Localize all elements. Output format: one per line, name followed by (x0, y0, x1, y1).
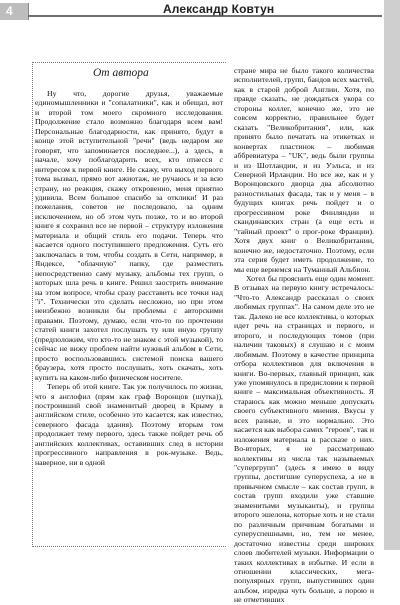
paragraph: Хотел бы прояснить еще один момент. В отзывах на первую книгу встречалось: "Что-то Александр рассказал о своих любимых группах". На самом деле это не так. Далеко не все коллективы, о которых идет речь на страницах и первого, и второго, и последующих томов (при наличии таковых) я слушаю и с моим любимым. Поэтому в качестве принципа отбора коллективов для включения в книги. Во-первых, главный принцип, как уже упомянулось в предисловии к первой книге – максимальная объективность. Я стараюсь как можно меньше допускать своего субъективного мнения. Вкусы у всех разные, и это нормально. Это касается как выбора самих "героев", так и изложения материала в рассказе о них. Во-вторых, я не рассматриваю коллективы из числа так называемых "супергрупп" (здесь я имею в виду группы, достигшие суперуспеха, а не в привычном смысле – как состав групп, в состав групп входили уже ставшие знаменитыми музыканты), и группы второго эшелона, которые хоть и не стали по различным причинам богатыми и суперуспешными, но, тем не менее, достаточно известны среди широких слоев любителей музыки. Информации о таких коллективах в избытке. И если в отношении классических, мега-популярных групп, выпустивших один альбом, изредка чуть больше, а порою и не отметивших (234, 273, 374, 605)
right-column (234, 66, 374, 605)
paragraph: Ну что, дорогие друзья, уважаемые единомышленники и "сопалатники", как и обещал, вот и второй том моего скромного исследования. Продолжение стало возможно благодаря всем вам! Персональные благодарности, как принято, будут в конце этой вступительной "речи" (ведь недаром же говорят, что запоминается последнее...), а здесь, в начале, хочу поблагодарить всех, кто отнесся с интересом к первой книге. Не скажу, что выход первого тома вызвал, прямо вот ажиотаж, не ручаюсь и за всю страну, но реакция, скажу откровенно, меня приятно удивила. Всем большое спасибо за отклики! И раз пожелания, советов не последовало, за одним исключением, но об этом чуть позже, то и во второй книге я сохранил все не первой – структуру изложения материала и общий стиль его подачи. Теперь что касается одного поступившего предложения. Суть его заключалась в том, чтобы создать в Сети, например, в Яндексе, "облачную" папку, где разместить непосредственно саму музыку, альбомы тех групп, о которых шла речь в книге. Решил заострить внимание на этом вопросе, чтобы сразу расставить все точки над "i". Технически это сделать несложно, но при этом неизбежно возникли бы проблемы с авторскими правами. Поэтому, думаю, если что-то по прочтении статей книги захотел послушать ту или иную группу (предположим, что кто-то не знаком с этой музыкой), то сейчас не вижу проблем найти нужный альбом в Сети, просто воспользовавшись системой поиска вашего браузера, хотя просто послушать, хоть скачать, хоть купить на каком-либо физическом носителе. (35, 89, 223, 382)
page-header (0, 0, 400, 22)
section-title: От автора (93, 67, 149, 79)
page-edge-bar (384, 0, 400, 550)
paragraph: стране мира не было такого количества исполнителей, групп, бандов всех мастей, как в старой доброй Англии. Хотя, по правде сказать, не дождаться укора со стороны коллег, конечно же, это не совсем корректно, правильнее будет сказать "Великобритания", или, как принято было печатать на этикетках и конвертах пластинок – любимая аббревиатура – "UK", ведь были группы и из Шотландии, и из Уэльса, и из Северной Ирландии. Но все же, как и у Воронцовского дворца два абсолютно разностильных фасада, так и у меня – в будущих книгах речь пойдет и о прогрессивном роке Финляндии и скандинавских стран (а еще есть и "тайный проект" о прог-роке Франции). Хотя двух книг о Великобритании, конечно же, недостаточно. Поэтому, если эта серия будет иметь продолжение, то мы еще вернемся на Туманный Альбион. (234, 66, 374, 274)
running-title: Александр Ковтун (163, 2, 275, 16)
left-column (35, 89, 223, 467)
page-number: 4 (6, 4, 13, 18)
page-number-box (0, 3, 29, 20)
paragraph: Теперь об этой книге. Так уж получилось по жизни, что я англофил (прям как граф Воронцов (шутка)), построивший свой знаменитый дворец в Крыму в английском стиле, особенно это касается, как известно, северного фасада здания). Поэтому вторым том продолжает тему первого, здесь также пойдет речь об английских коллективах, оставивших след в истории прогрессивного направления в рок-музыке. Ведь, наверное, ни в одной (35, 382, 223, 467)
